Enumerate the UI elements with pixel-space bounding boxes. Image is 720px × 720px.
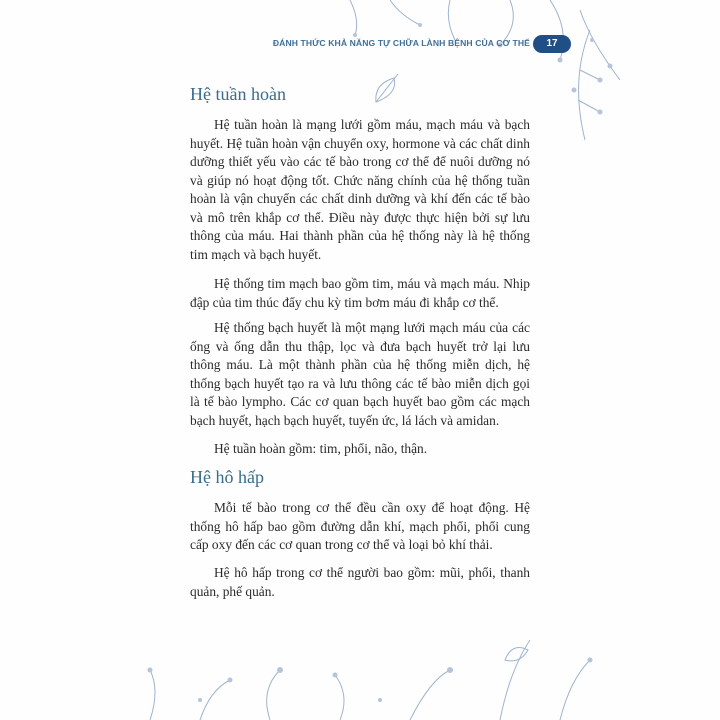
- paragraph: [190, 440, 530, 459]
- section-heading: Hệ hô hấp: [190, 467, 264, 487]
- paragraph-line: là tế bào lympho. Các cơ quan bạch huyết bao gồm các mạch: [190, 394, 530, 409]
- paragraph-line: cấp oxy đến các cơ quan trong cơ thể và loại bỏ khí thải.: [190, 537, 493, 552]
- paragraph-line: Hệ tuần hoàn gồm: tim, phổi, não, thận.: [214, 441, 428, 456]
- paragraph-line: huyết. Hệ tuần hoàn vận chuyển oxy, hormone và các chất dinh: [190, 135, 530, 151]
- paragraph-line: Mỗi tế bào trong cơ thể đều cần oxy để hoạt động. Hệ: [214, 500, 530, 515]
- paragraph-line: thống hô hấp bao gồm đường dẫn khí, mạch phổi, phổi cung: [190, 518, 530, 534]
- paragraph-line: Hệ hô hấp trong cơ thể người bao gồm: mũi, phổi, thanh: [214, 565, 530, 580]
- leaf-icon: [372, 72, 402, 104]
- paragraph-line: và giúp nó hoạt động tốt. Chức năng chính của hệ thống tuần: [190, 172, 530, 188]
- page-number-badge: 17: [533, 35, 571, 53]
- paragraph-line: thông máu. Là một thành phần của hệ thống miễn dịch, hệ: [190, 357, 530, 372]
- paragraph-line: đập của tim thúc đẩy chu kỳ tim bơm máu đi khắp cơ thể.: [190, 294, 499, 310]
- paragraph: [190, 116, 530, 264]
- paragraph: [190, 564, 530, 601]
- paragraph: [190, 275, 530, 312]
- running-header: ĐÁNH THỨC KHẢ NĂNG TỰ CHỮA LÀNH BỆNH CỦA CƠ THỂ: [272, 38, 530, 48]
- paragraph-line: bạch huyết, hạch bạch huyết, tuyến ức, lá lách và amidan.: [190, 412, 500, 428]
- paragraph-line: hoàn là vận chuyển các chất dinh dưỡng và khí đến các tế bào: [190, 191, 530, 206]
- paragraph-line: ống và ống dẫn thu thập, lọc và đưa bạch huyết trở lại lưu: [190, 338, 530, 354]
- paragraph-line: và mô trên khắp cơ thể. Điều này được thực hiện bởi sự lưu: [190, 209, 530, 225]
- paragraph-line: thống bạch huyết tạo ra và lưu thông các tế bào miễn dịch gọi: [190, 375, 530, 391]
- paragraph-line: Hệ thống tim mạch bao gồm tim, máu và mạch máu. Nhịp: [214, 276, 530, 291]
- floral-decoration-bottom-icon: [140, 630, 600, 720]
- paragraph-line: thông của máu. Hai thành phần của hệ thống này là hệ thống: [190, 228, 530, 243]
- paragraph-line: Hệ thống bạch huyết là một mạng lưới mạch máu của các: [214, 320, 530, 335]
- paragraph-line: quản, phế quản.: [190, 583, 275, 599]
- paragraph: [190, 499, 530, 555]
- paragraph: [190, 319, 530, 430]
- paragraph-line: Hệ tuần hoàn là mạng lưới gồm máu, mạch máu và bạch: [214, 117, 530, 132]
- paragraph-line: dưỡng thiết yếu vào các tế bào trong cơ thể để nuôi dưỡng nó: [190, 154, 530, 169]
- section-heading: Hệ tuần hoàn: [190, 84, 286, 104]
- paragraph-line: tim mạch và bạch huyết.: [190, 246, 322, 262]
